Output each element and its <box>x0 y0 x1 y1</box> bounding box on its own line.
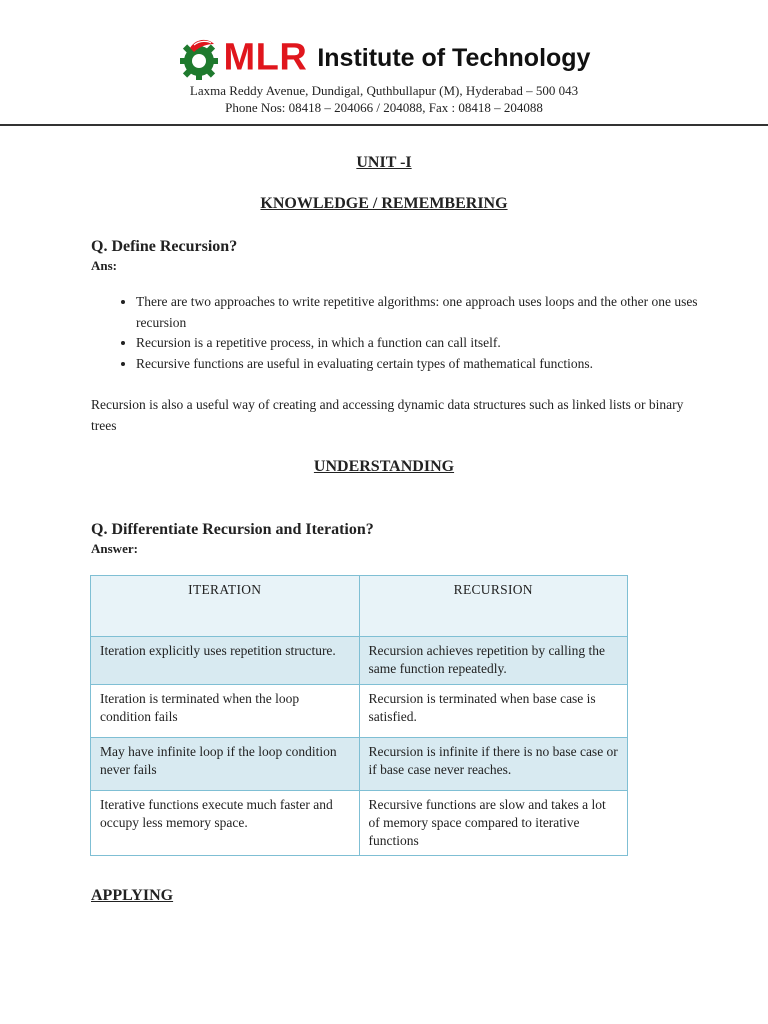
table-cell: Recursive functions are slow and takes a lot of memory space compared to iterative functions <box>359 791 628 856</box>
logo-row <box>0 36 768 80</box>
answer-paragraph: Recursion is also a useful way of creating and accessing dynamic data structures such as linked lists or binary trees <box>91 397 684 433</box>
table-row <box>91 791 628 856</box>
table-cell: Iteration explicitly uses repetition structure. <box>91 637 360 685</box>
table-cell: May have infinite loop if the loop condition never fails <box>91 738 360 791</box>
address-line: Laxma Reddy Avenue, Dundigal, Quthbullapur (M), Hyderabad – 500 043 <box>189 83 579 98</box>
phone-line: Phone Nos: 08418 – 204066 / 204088, Fax : 08418 – 204088 <box>225 100 543 115</box>
letterhead <box>0 0 768 128</box>
section-heading-applying: APPLYING <box>91 887 174 904</box>
list-item: • Recursion is a repetitive process, in which a function can call itself. <box>136 333 736 354</box>
answer-label: Ans: <box>91 258 118 273</box>
list-item: • Recursive functions are useful in evaluating certain types of mathematical functions. <box>136 354 736 375</box>
table-cell: Recursion achieves repetition by calling the same function repeatedly. <box>359 637 628 685</box>
list-item: • There are two approaches to write repetitive algorithms: one approach uses loops and the other one uses recursion <box>136 292 736 333</box>
column-header-iteration: ITERATION <box>91 576 360 637</box>
section-heading-understanding: UNDERSTANDING <box>313 458 455 475</box>
unit-title: UNIT -I <box>356 154 412 171</box>
question-differentiate: Q. Differentiate Recursion and Iteration? <box>91 521 374 538</box>
table-cell: Recursion is terminated when base case is satisfied. <box>359 685 628 738</box>
header-divider <box>0 124 768 126</box>
table-row <box>91 685 628 738</box>
comparison-table <box>90 575 628 856</box>
table-header-row <box>91 576 628 637</box>
table-cell: Recursion is infinite if there is no base case or if base case never reaches. <box>359 738 628 791</box>
answer-bullet-list <box>91 292 736 374</box>
table-row <box>91 738 628 791</box>
table-cell: Iteration is terminated when the loop condition fails <box>91 685 360 738</box>
institute-name: Institute of Technology <box>317 43 591 72</box>
section-heading-knowledge: KNOWLEDGE / REMEMBERING <box>260 195 508 212</box>
brand-name: MLR <box>223 36 308 79</box>
table-cell: Iterative functions execute much faster and occupy less memory space. <box>91 791 360 856</box>
column-header-recursion: RECURSION <box>359 576 628 637</box>
table-row <box>91 637 628 685</box>
gear-leaf-logo-icon <box>178 36 220 80</box>
question-define-recursion: Q. Define Recursion? <box>91 238 238 255</box>
answer-label: Answer: <box>91 541 138 556</box>
